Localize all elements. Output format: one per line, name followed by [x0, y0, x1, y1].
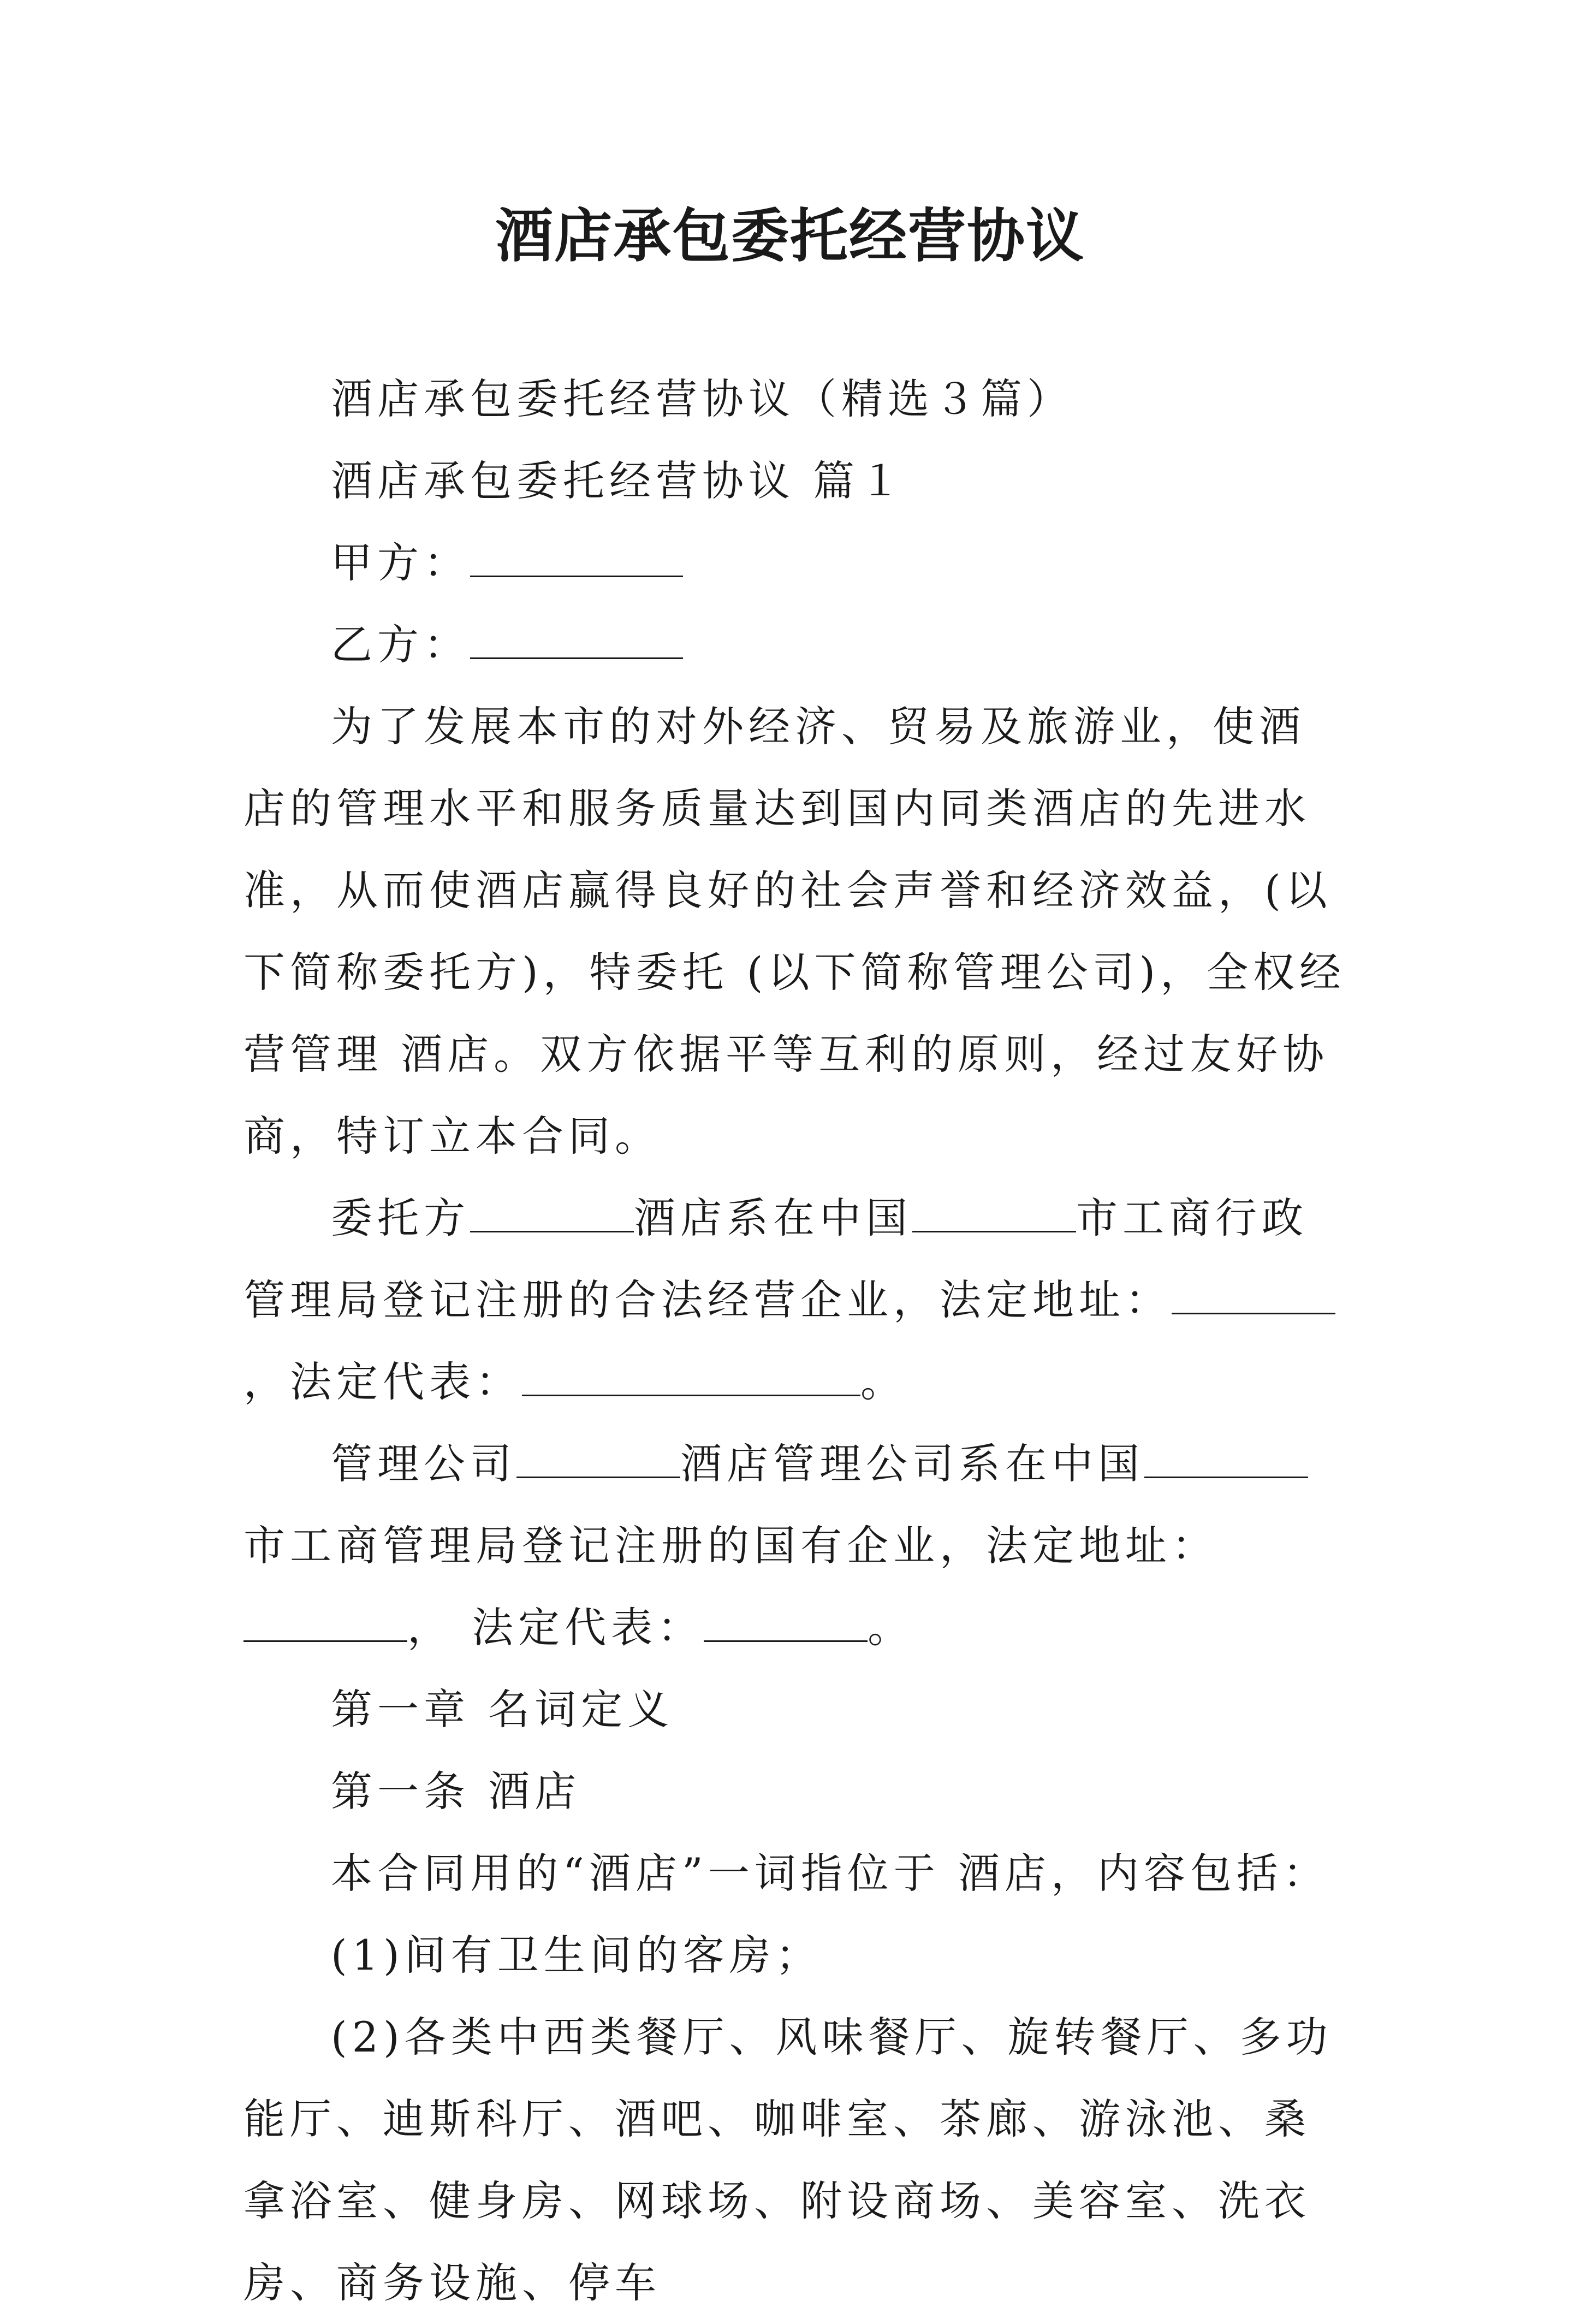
document-title: 酒店承包委托经营协议 [495, 201, 1085, 270]
manager-name-blank [516, 1443, 680, 1478]
intro-paragraph: 为了发展本市的对外经济、贸易及旅游业，使酒店的管理水平和服务质量达到国内同类酒店的先进水准，从而使酒店赢得良好的社会声誉和经济效益，(以下简称委托方)，特委托 (以下简称管理公司)，全权经营管理 酒店。双方依据平等互利的原则，经过友好协商，特订立本合同。 [243, 702, 1346, 1160]
manager-text-5: 。 [868, 1603, 914, 1652]
manager-address-blank [243, 1606, 407, 1642]
subtitle: 酒店承包委托经营协议（精选３篇） [331, 375, 1073, 423]
manager-text-3: 市工商管理局登记注册的国有企业，法定地址： [243, 1521, 1218, 1570]
manager-city-blank [1144, 1443, 1308, 1478]
manager-text-4: ， 法定代表： [407, 1603, 704, 1652]
manager-paragraph [243, 1423, 1346, 1669]
party-b-blank [470, 624, 683, 659]
document-body [243, 358, 1346, 2324]
party-a-blank [470, 542, 683, 577]
list-item: (1)间有卫生间的客房； [331, 1931, 822, 1979]
principal-text-2: 酒店系在中国 [634, 1194, 912, 1242]
principal-text-3: 市工商行政管理局登记注册的合法经营企业，法定地址： [243, 1194, 1308, 1324]
party-a-line [243, 522, 1346, 604]
principal-name-blank [470, 1197, 634, 1232]
article-text: 本合同用的“酒店”一词指位于 酒店，内容包括： [331, 1849, 1329, 1898]
article-heading: 第一条 酒店 [331, 1767, 581, 1816]
section-heading: 酒店承包委托经营协议 篇１ [331, 456, 906, 505]
party-b-label: 乙方： [331, 620, 470, 669]
principal-text-5: 。 [860, 1357, 907, 1406]
party-a-label: 甲方： [331, 538, 470, 587]
principal-city-blank [912, 1197, 1076, 1232]
principal-rep-blank [522, 1361, 860, 1396]
party-b-line [243, 604, 1346, 686]
principal-paragraph [243, 1177, 1346, 1423]
principal-address-blank [1172, 1279, 1335, 1314]
list-item: (2)各类中西类餐厅、风味餐厅、旋转餐厅、多功能厅、迪斯科厅、酒吧、咖啡室、茶廊、游泳池、桑拿浴室、健身房、网球场、附设商场、美容室、洗衣房、商务设施、停车 [243, 2013, 1333, 2307]
manager-rep-blank [704, 1606, 868, 1642]
manager-text-2: 酒店管理公司系在中国 [680, 1439, 1144, 1488]
principal-text-4: ，法定代表： [243, 1357, 522, 1406]
principal-text-1: 委托方 [331, 1194, 470, 1242]
manager-text-1: 管理公司 [331, 1439, 516, 1488]
chapter-heading: 第一章 名词定义 [331, 1685, 674, 1734]
